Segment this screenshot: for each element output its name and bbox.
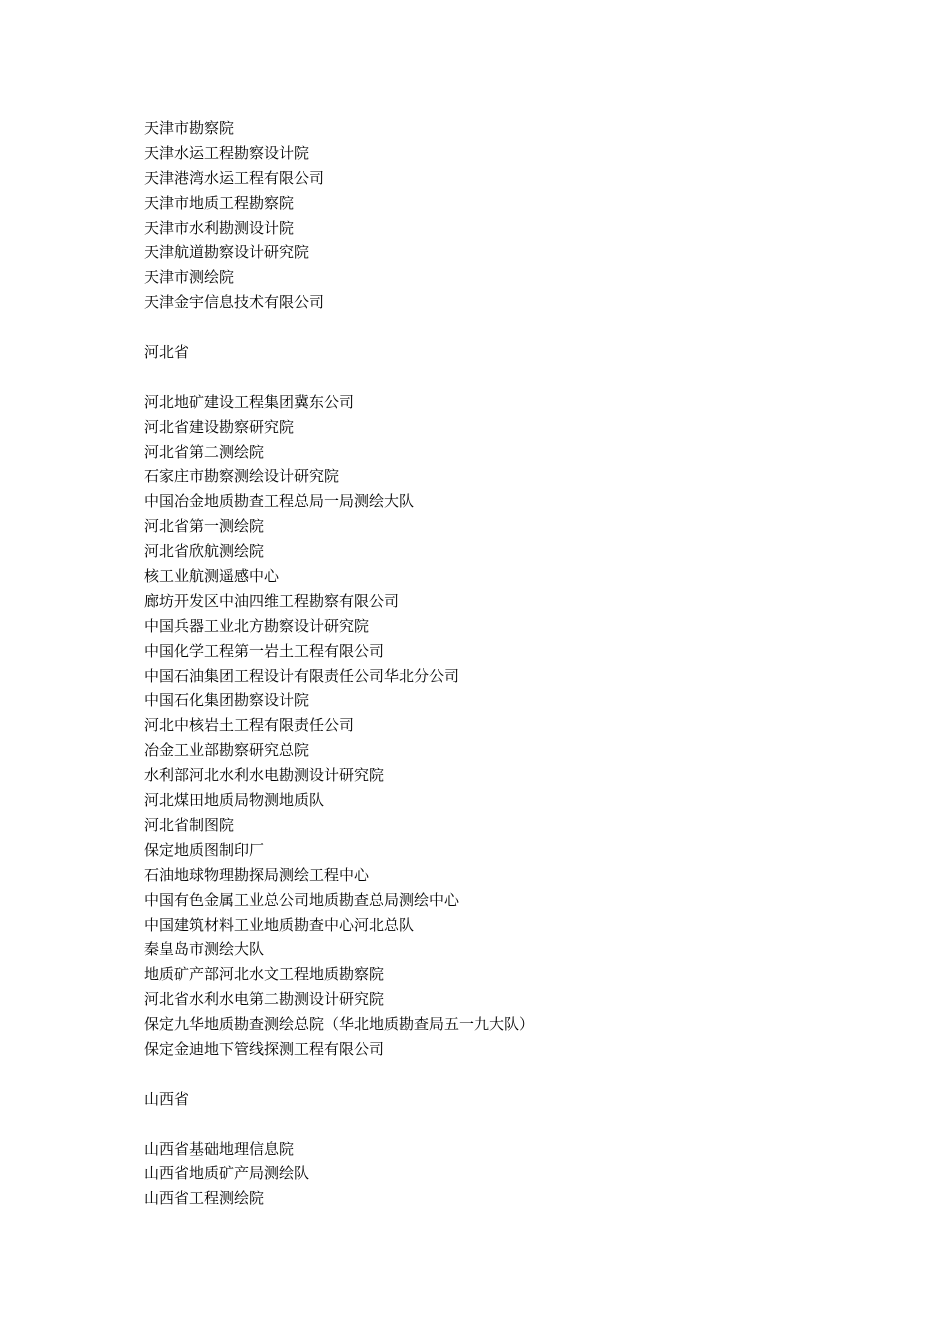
list-item: 中国有色金属工业总公司地质勘查总局测绘中心	[144, 890, 460, 909]
section-heading: 河北省	[144, 343, 190, 362]
list-item: 河北中核岩土工程有限责任公司	[144, 716, 355, 735]
spacer	[144, 365, 904, 390]
list-item: 廊坊开发区中油四维工程勘察有限公司	[144, 591, 400, 610]
spacer	[144, 1062, 904, 1087]
list-item: 中国冶金地质勘查工程总局一局测绘大队	[144, 492, 415, 511]
list-item: 天津港湾水运工程有限公司	[144, 168, 325, 187]
list-item: 中国石化集团勘察设计院	[144, 691, 310, 710]
list-item: 山西省基础地理信息院	[144, 1139, 295, 1158]
list-item: 河北省建设勘察研究院	[144, 417, 295, 436]
list-item: 石油地球物理勘探局测绘工程中心	[144, 865, 370, 884]
list-item: 保定九华地质勘查测绘总院（华北地质勘查局五一九大队）	[144, 1015, 535, 1034]
list-item: 保定地质图制印厂	[144, 840, 265, 859]
section-shanxi	[144, 1087, 904, 1211]
document-page	[144, 116, 904, 1211]
list-item: 山西省地质矿产局测绘队	[144, 1164, 310, 1183]
list-item: 河北省欣航测绘院	[144, 542, 265, 561]
list-item: 核工业航测遥感中心	[144, 567, 280, 586]
list-item: 中国建筑材料工业地质勘查中心河北总队	[144, 915, 415, 934]
section-heading: 山西省	[144, 1089, 190, 1108]
list-item: 天津市水利勘测设计院	[144, 218, 295, 237]
list-item: 保定金迪地下管线探测工程有限公司	[144, 1039, 385, 1058]
list-item: 河北煤田地质局物测地质队	[144, 791, 325, 810]
list-item: 中国石油集团工程设计有限责任公司华北分公司	[144, 666, 460, 685]
list-item: 河北省制图院	[144, 815, 235, 834]
list-item: 天津水运工程勘察设计院	[144, 143, 310, 162]
spacer	[144, 1112, 904, 1137]
spacer	[144, 315, 904, 340]
list-item: 天津市测绘院	[144, 268, 235, 287]
list-item: 冶金工业部勘察研究总院	[144, 741, 310, 760]
list-item: 中国兵器工业北方勘察设计研究院	[144, 616, 370, 635]
list-item: 秦皇岛市测绘大队	[144, 940, 265, 959]
list-item: 天津市勘察院	[144, 119, 235, 137]
list-item: 天津航道勘察设计研究院	[144, 243, 310, 262]
list-item: 地质矿产部河北水文工程地质勘察院	[144, 965, 385, 984]
list-item: 河北地矿建设工程集团冀东公司	[144, 392, 355, 411]
list-item: 河北省第一测绘院	[144, 517, 265, 536]
list-item: 天津市地质工程勘察院	[144, 193, 295, 212]
list-item: 天津金宇信息技术有限公司	[144, 293, 325, 312]
section-hebei	[144, 340, 904, 1062]
section-tianjin	[144, 116, 904, 315]
list-item: 中国化学工程第一岩土工程有限公司	[144, 641, 385, 660]
list-item: 河北省第二测绘院	[144, 442, 265, 461]
list-item: 河北省水利水电第二勘测设计研究院	[144, 990, 385, 1009]
list-item: 山西省工程测绘院	[144, 1189, 265, 1208]
list-item: 石家庄市勘察测绘设计研究院	[144, 467, 340, 486]
list-item: 水利部河北水利水电勘测设计研究院	[144, 766, 385, 785]
